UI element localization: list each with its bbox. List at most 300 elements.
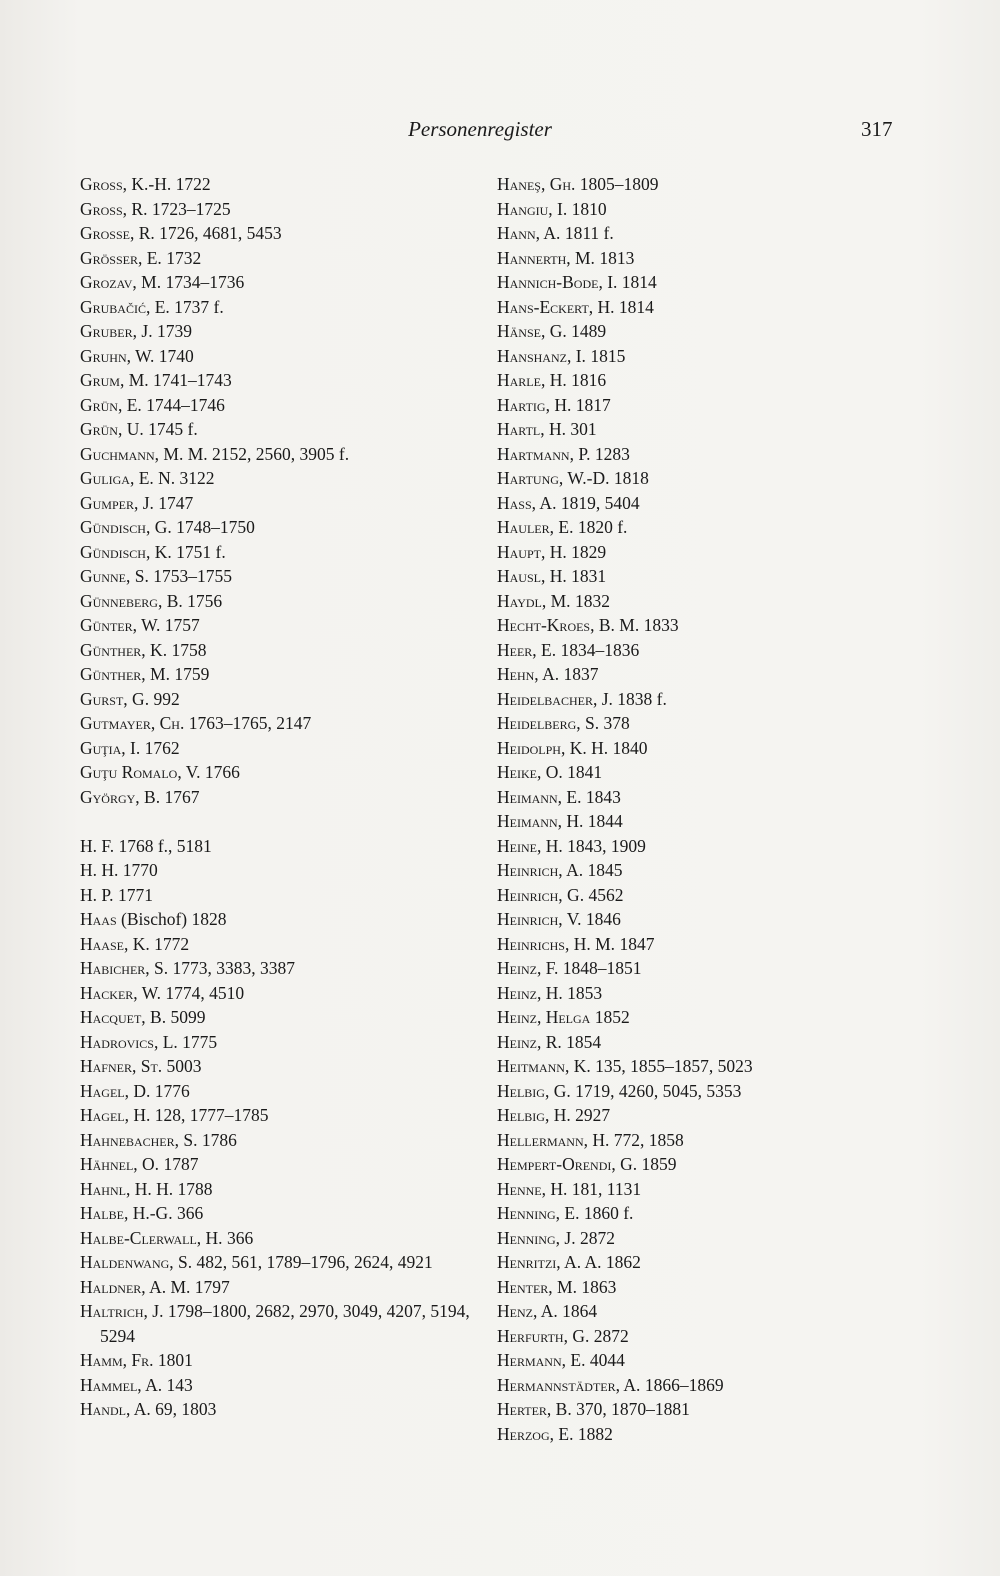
index-entry-name: Haase, K. bbox=[80, 933, 150, 954]
index-entry-name: Gurst, G. bbox=[80, 688, 150, 709]
index-entry-name: Heinz, Helga bbox=[497, 1007, 591, 1027]
index-entry bbox=[80, 368, 480, 393]
index-entry-name: Herfurth, G. bbox=[497, 1325, 590, 1346]
index-entry bbox=[80, 417, 480, 442]
index-entry-name: Henning, J. bbox=[497, 1227, 576, 1248]
index-entry bbox=[497, 442, 917, 467]
index-entry-name: Heine, H. bbox=[497, 835, 563, 856]
index-entry-refs: 1745 f. bbox=[143, 419, 198, 439]
index-entry bbox=[80, 1201, 480, 1226]
index-entry-name: Hartig, H. bbox=[497, 394, 572, 415]
index-entry-name: Haas bbox=[80, 909, 117, 929]
index-entry-refs: 1798–1800, 2682, 2970, 3049, 4207, 5194, 5294 bbox=[100, 1301, 470, 1346]
index-entry-refs: 1747 bbox=[153, 492, 194, 513]
index-entry-refs: 1860 f. bbox=[579, 1203, 634, 1223]
index-entry bbox=[497, 417, 917, 442]
index-entry-refs: 2152, 2560, 3905 f. bbox=[207, 443, 350, 464]
index-entry-name: Hagel, H. bbox=[80, 1105, 151, 1125]
index-entry bbox=[497, 638, 917, 663]
index-entry-refs: 1815 bbox=[585, 345, 626, 366]
index-entry bbox=[497, 1226, 917, 1251]
index-entry bbox=[497, 368, 917, 393]
index-entry bbox=[80, 1348, 480, 1373]
index-entry bbox=[497, 466, 917, 491]
index-entry-refs: 1732 bbox=[161, 247, 202, 268]
index-entry-refs: 1848–1851 bbox=[558, 958, 642, 978]
index-entry-refs: 1863 bbox=[576, 1276, 617, 1297]
index-entry-name: Heinz, F. bbox=[497, 958, 559, 978]
index-entry-refs: 1723–1725 bbox=[147, 198, 231, 219]
index-entry-refs: 1801 bbox=[153, 1350, 193, 1370]
index-entry-refs: 1751 f. bbox=[171, 541, 226, 562]
index-entry bbox=[80, 907, 480, 932]
index-entry-name: Heinrich, V. bbox=[497, 909, 582, 929]
index-entry bbox=[80, 442, 480, 467]
index-entry-name: Heimann, E. bbox=[497, 786, 582, 807]
index-entry-name: Heinz, R. bbox=[497, 1031, 562, 1052]
index-entry bbox=[497, 246, 917, 271]
index-entry-refs: 1829 bbox=[566, 541, 607, 562]
index-entry bbox=[497, 1054, 917, 1079]
index-entry bbox=[80, 785, 480, 810]
index-entry bbox=[497, 981, 917, 1006]
index-entry bbox=[80, 1226, 480, 1251]
index-entry bbox=[497, 662, 917, 687]
index-entry-name: Hammel, A. bbox=[80, 1374, 163, 1395]
index-entry bbox=[80, 393, 480, 418]
index-entry-name: Hahnebacher, S. bbox=[80, 1129, 198, 1150]
index-entry bbox=[80, 638, 480, 663]
running-header-title: Personenregister bbox=[408, 117, 552, 141]
index-entry bbox=[497, 1324, 917, 1349]
index-entry bbox=[497, 1103, 917, 1128]
index-entry-name: Heike, O. bbox=[497, 762, 563, 782]
index-column-left bbox=[80, 172, 480, 1422]
index-entry-name: Guţia, I. bbox=[80, 737, 141, 758]
index-entry bbox=[497, 589, 917, 614]
index-entry bbox=[80, 858, 480, 883]
index-entry-name: Hanshanz, I. bbox=[497, 345, 586, 366]
index-entry-refs: 1838 f. bbox=[612, 688, 667, 709]
index-entry-refs: 1818 bbox=[609, 468, 649, 488]
index-entry-name: Hannerth, M. bbox=[497, 247, 595, 268]
index-entry-refs: 1805–1809 bbox=[575, 174, 659, 194]
index-entry-name: Hartl, H. bbox=[497, 419, 567, 439]
index-entry-name: Hermannstädter, A. bbox=[497, 1374, 641, 1395]
index-entry-refs: 772, 1858 bbox=[609, 1129, 684, 1150]
index-entry-refs: 4044 bbox=[585, 1350, 625, 1370]
index-entry-name: Hehn, A. bbox=[497, 664, 560, 684]
index-entry bbox=[80, 981, 480, 1006]
index-entry-refs: 4562 bbox=[584, 884, 624, 905]
index-entry-name: Hausl, H. bbox=[497, 566, 567, 586]
index-entry-name: Habicher, S. bbox=[80, 958, 169, 978]
index-entry bbox=[497, 540, 917, 565]
index-entry-refs: 1772 bbox=[149, 933, 190, 954]
index-entry-name: Gruber, J. bbox=[80, 321, 153, 341]
index-entry-name: Gumper, J. bbox=[80, 492, 154, 513]
index-entry-name: H. P. bbox=[80, 884, 114, 905]
index-entry-name: Hafner, St. bbox=[80, 1056, 163, 1076]
index-entry-name: Helbig, G. bbox=[497, 1080, 571, 1101]
index-entry-name: Heinrich, A. bbox=[497, 860, 584, 880]
index-entry-name: Heinrichs, H. M. bbox=[497, 933, 616, 954]
index-entry-refs: 482, 561, 1789–1796, 2624, 4921 bbox=[192, 1252, 433, 1272]
index-entry-name: Hartmann, P. bbox=[497, 443, 591, 464]
index-entry-refs: 1831 bbox=[566, 566, 607, 586]
index-entry bbox=[497, 1397, 917, 1422]
index-entry-name: Grubačić, E. bbox=[80, 296, 170, 317]
index-entry-name: Hagel, D. bbox=[80, 1080, 151, 1101]
index-entry-name: Gross, R. bbox=[80, 198, 148, 219]
index-entry-refs: 1722 bbox=[171, 174, 211, 194]
index-entry-refs: 1854 bbox=[561, 1031, 602, 1052]
index-entry-refs: 1845 bbox=[583, 860, 623, 880]
index-entry-refs: 135, 1855–1857, 5023 bbox=[590, 1056, 753, 1076]
index-entry-refs: 1788 bbox=[173, 1178, 213, 1199]
index-entry-refs: 1767 bbox=[160, 786, 200, 807]
index-entry-refs: 128, 1777–1785 bbox=[150, 1105, 269, 1125]
index-entry-refs: 1774, 4510 bbox=[161, 982, 245, 1003]
index-entry-name: Günter, W. bbox=[80, 615, 161, 635]
index-entry-refs: 366 bbox=[222, 1227, 254, 1248]
index-entry-name: Haupt, H. bbox=[497, 541, 567, 562]
index-entry-name: Gruhn, W. bbox=[80, 345, 155, 366]
index-entry-name: Haldenwang, S. bbox=[80, 1252, 193, 1272]
index-entry bbox=[497, 270, 917, 295]
index-entry-refs: 1853 bbox=[562, 982, 603, 1003]
index-entry bbox=[497, 687, 917, 712]
index-entry-refs: 2872 bbox=[589, 1325, 629, 1346]
index-entry bbox=[497, 1373, 917, 1398]
index-entry-refs: 1768 f., 5181 bbox=[114, 835, 212, 856]
index-entry bbox=[80, 1250, 480, 1275]
index-entry bbox=[497, 1079, 917, 1104]
index-entry-refs: 1753–1755 bbox=[148, 566, 232, 586]
index-entry-name: Hempert-Orendi, G. bbox=[497, 1154, 638, 1174]
index-entry-name: Herzog, E. bbox=[497, 1423, 574, 1444]
index-entry-name: Helbig, H. bbox=[497, 1105, 571, 1125]
index-entry-refs: 1489 bbox=[566, 321, 607, 341]
index-entry bbox=[497, 221, 917, 246]
index-entry bbox=[80, 246, 480, 271]
index-entry-name: Heer, E. bbox=[497, 639, 557, 660]
index-entry bbox=[80, 1128, 480, 1153]
index-entry-refs: 1819, 5404 bbox=[556, 492, 640, 513]
index-entry-refs: 1766 bbox=[200, 762, 240, 782]
index-entry-name: Guţu Romalo, V. bbox=[80, 762, 201, 782]
index-entry-name: Günneberg, B. bbox=[80, 590, 183, 611]
index-entry-name: Grozav, M. bbox=[80, 272, 162, 292]
index-entry bbox=[497, 711, 917, 736]
index-entry-name: Gross, K.-H. bbox=[80, 174, 172, 194]
index-entry bbox=[497, 809, 917, 834]
index-entry-refs: 1757 bbox=[160, 615, 200, 635]
index-entry bbox=[80, 711, 480, 736]
index-entry bbox=[497, 564, 917, 589]
index-entry bbox=[80, 613, 480, 638]
index-entry bbox=[497, 172, 917, 197]
index-entry-name: Handl, A. bbox=[80, 1399, 151, 1419]
index-entry-refs: 1775 bbox=[177, 1031, 218, 1052]
index-entry bbox=[80, 1005, 480, 1030]
index-entry-name: Gündisch, K. bbox=[80, 541, 172, 562]
index-entry-name: Hann, A. bbox=[497, 223, 561, 243]
index-entry bbox=[497, 858, 917, 883]
index-entry-refs: 301 bbox=[566, 419, 597, 439]
index-entry-name: Grum, M. bbox=[80, 370, 149, 390]
index-entry-refs: 5003 bbox=[162, 1056, 202, 1076]
index-entry-refs: 1843 bbox=[581, 786, 621, 807]
index-entry bbox=[497, 1299, 917, 1324]
index-entry-refs: 1820 f. bbox=[573, 517, 628, 537]
index-entry-refs: 1866–1869 bbox=[640, 1374, 724, 1395]
index-entry-refs: 1833 bbox=[639, 615, 679, 635]
index-entry-name: Guchmann, M. M. bbox=[80, 443, 208, 464]
index-entry bbox=[80, 1054, 480, 1079]
index-entry-refs: 1859 bbox=[637, 1154, 677, 1174]
index-entry bbox=[497, 907, 917, 932]
index-entry-name: Hahnl, H. H. bbox=[80, 1178, 174, 1199]
index-entry-name: Gutmayer, Ch. bbox=[80, 713, 185, 733]
index-entry bbox=[497, 344, 917, 369]
index-entry-name: Henne, H. bbox=[497, 1178, 568, 1199]
index-entry-refs: 1786 bbox=[197, 1129, 237, 1150]
index-entry-name: H. F. bbox=[80, 835, 115, 856]
index-entry-refs: 1744–1746 bbox=[141, 394, 225, 415]
index-entry-refs: 1763–1765, 2147 bbox=[184, 713, 312, 733]
index-entry-refs: 1813 bbox=[594, 247, 635, 268]
index-entry-refs: 1787 bbox=[159, 1154, 199, 1174]
index-entry-refs: 181, 1131 bbox=[567, 1178, 642, 1199]
index-entry bbox=[497, 834, 917, 859]
index-entry bbox=[80, 1275, 480, 1300]
index-entry-refs: 1719, 4260, 5045, 5353 bbox=[570, 1080, 742, 1101]
index-entry-refs: 1810 bbox=[567, 198, 607, 219]
index-entry-refs: 1759 bbox=[170, 664, 210, 684]
index-entry-name: Heidelberg, S. bbox=[497, 713, 600, 733]
index-entry bbox=[497, 1128, 917, 1153]
index-entry bbox=[497, 1177, 917, 1202]
index-entry-name: Halbe, H.-G. bbox=[80, 1203, 173, 1223]
index-entry-name: Hecht-Kroes, B. M. bbox=[497, 615, 640, 635]
index-entry-name: Hadrovics, L. bbox=[80, 1031, 178, 1052]
index-entry bbox=[497, 1201, 917, 1226]
index-entry-name: Henritzi, A. A. bbox=[497, 1252, 602, 1272]
index-entry bbox=[80, 344, 480, 369]
index-entry bbox=[80, 1079, 480, 1104]
index-entry-refs: 1844 bbox=[583, 811, 623, 831]
index-entry-refs: 1740 bbox=[154, 345, 194, 366]
index-entry bbox=[497, 613, 917, 638]
index-entry bbox=[80, 1030, 480, 1055]
index-entry-name: Hauler, E. bbox=[497, 517, 574, 537]
index-entry-refs: 1864 bbox=[557, 1301, 598, 1321]
index-entry-refs: 378 bbox=[599, 713, 630, 733]
index-entry-name: Guliga, E. N. bbox=[80, 468, 176, 488]
index-entry bbox=[80, 883, 480, 908]
index-entry-name: Haltrich, J. bbox=[80, 1301, 164, 1321]
index-column-right bbox=[497, 172, 917, 1446]
index-entry-name: Hass, A. bbox=[497, 492, 557, 513]
index-entry-refs: 1797 bbox=[190, 1276, 230, 1297]
index-entry-name: Hermann, E. bbox=[497, 1350, 586, 1370]
index-entry-name: Günther, M. bbox=[80, 664, 170, 684]
index-entry-refs: 1862 bbox=[601, 1252, 641, 1272]
index-entry-name: Hänse, G. bbox=[497, 321, 567, 341]
index-entry bbox=[497, 1250, 917, 1275]
index-entry-name: Halbe-Clerwall, H. bbox=[80, 1227, 223, 1248]
index-entry-refs: 5099 bbox=[166, 1007, 206, 1027]
index-entry-refs: 1771 bbox=[113, 884, 153, 905]
index-entry-name: Hähnel, O. bbox=[80, 1154, 160, 1174]
index-entry bbox=[497, 295, 917, 320]
index-entry-name: Hans-Eckert, H. bbox=[497, 296, 615, 317]
index-entry-name: Hartung, W.-D. bbox=[497, 468, 610, 488]
page-number: 317 bbox=[861, 117, 893, 141]
index-entry bbox=[497, 736, 917, 761]
index-entry-name: Harle, H. bbox=[497, 370, 567, 390]
index-entry-name: Heidelbacher, J. bbox=[497, 688, 613, 709]
index-entry-refs: 1776 bbox=[150, 1080, 190, 1101]
index-entry-refs: 1837 bbox=[559, 664, 599, 684]
index-entry bbox=[80, 662, 480, 687]
index-entry-refs: 143 bbox=[162, 1374, 193, 1395]
index-entry bbox=[80, 295, 480, 320]
index-entry-name: Heidolph, K. H. bbox=[497, 737, 609, 758]
index-entry bbox=[80, 1152, 480, 1177]
index-entry-name: Heinz, H. bbox=[497, 982, 563, 1003]
index-entry-refs: 1840 bbox=[608, 737, 648, 758]
index-entry-refs: 69, 1803 bbox=[150, 1399, 217, 1419]
index-entry bbox=[497, 1348, 917, 1373]
index-entry-refs: 3122 bbox=[175, 468, 215, 488]
index-entry-refs: 1811 f. bbox=[560, 223, 614, 243]
index-entry bbox=[80, 1373, 480, 1398]
index-entry-refs: 1814 bbox=[614, 296, 654, 317]
index-entry bbox=[80, 172, 480, 197]
index-entry-refs: 1841 bbox=[562, 762, 603, 782]
index-entry-refs: (Bischof) 1828 bbox=[116, 909, 227, 929]
index-entry-name: Henter, M. bbox=[497, 1276, 577, 1297]
index-entry bbox=[497, 956, 917, 981]
index-entry bbox=[80, 1177, 480, 1202]
index-entry-name: Herter, B. bbox=[497, 1399, 572, 1419]
index-entry-name: Hacker, W. bbox=[80, 982, 162, 1003]
index-entry-name: Grosse, R. bbox=[80, 223, 155, 243]
index-entry bbox=[497, 515, 917, 540]
index-entry-refs: 1737 f. bbox=[169, 296, 224, 317]
index-entry-refs: 1882 bbox=[573, 1423, 613, 1444]
index-entry-refs: 1741–1743 bbox=[148, 370, 232, 390]
index-entry bbox=[80, 540, 480, 565]
index-entry-refs: 2927 bbox=[570, 1105, 611, 1125]
index-entry bbox=[80, 760, 480, 785]
index-entry bbox=[497, 1422, 917, 1447]
index-entry-refs: 1748–1750 bbox=[171, 517, 255, 537]
index-entry bbox=[80, 270, 480, 295]
index-entry-name: Gündisch, G. bbox=[80, 517, 172, 537]
index-entry-refs: 1834–1836 bbox=[556, 639, 640, 660]
index-entry bbox=[80, 319, 480, 344]
index-entry bbox=[497, 760, 917, 785]
index-entry-name: Hacquet, B. bbox=[80, 1007, 167, 1027]
index-entry bbox=[497, 319, 917, 344]
index-entry-refs: 1843, 1909 bbox=[562, 835, 646, 856]
index-entry-refs: 366 bbox=[172, 1203, 204, 1223]
index-entry-name: Grösser, E. bbox=[80, 247, 162, 268]
index-entry bbox=[497, 1005, 917, 1030]
index-entry bbox=[497, 932, 917, 957]
index-entry-name: Haneş, Gh. bbox=[497, 174, 576, 194]
index-entry-name: Gunne, S. bbox=[80, 566, 149, 586]
index-entry bbox=[80, 736, 480, 761]
index-entry-name: Günther, K. bbox=[80, 639, 168, 660]
index-entry bbox=[497, 1275, 917, 1300]
index-entry-name: Hangiu, I. bbox=[497, 198, 568, 219]
index-entry-refs: 992 bbox=[149, 688, 180, 709]
index-entry-name: György, B. bbox=[80, 786, 161, 807]
index-entry bbox=[80, 466, 480, 491]
index-entry-name: H. H. bbox=[80, 860, 119, 880]
index-entry-name: Hamm, Fr. bbox=[80, 1350, 154, 1370]
index-entry-refs: 1770 bbox=[118, 860, 158, 880]
index-entry-name: Hellermann, H. bbox=[497, 1129, 610, 1150]
index-entry bbox=[80, 1299, 480, 1348]
index-entry bbox=[80, 1397, 480, 1422]
index-entry-refs: 1814 bbox=[617, 272, 657, 292]
index-entry-refs: 1773, 3383, 3387 bbox=[168, 958, 296, 978]
index-entry bbox=[497, 785, 917, 810]
index-entry-name: Heimann, H. bbox=[497, 811, 584, 831]
index-entry-refs: 1762 bbox=[140, 737, 180, 758]
index-entry bbox=[80, 515, 480, 540]
index-entry-name: Henz, A. bbox=[497, 1301, 558, 1321]
index-entry bbox=[80, 956, 480, 981]
index-entry-refs: 1847 bbox=[615, 933, 655, 954]
index-entry-refs: 1756 bbox=[182, 590, 223, 611]
index-entry-refs: 1758 bbox=[167, 639, 207, 660]
index-entry-refs: 1816 bbox=[566, 370, 607, 390]
index-entry-name: Haydl, M. bbox=[497, 590, 571, 611]
index-entry bbox=[80, 564, 480, 589]
index-entry-refs: 1726, 4681, 5453 bbox=[154, 223, 282, 243]
index-entry-name: Henning, E. bbox=[497, 1203, 580, 1223]
index-entry bbox=[497, 197, 917, 222]
index-entry bbox=[497, 491, 917, 516]
index-entry bbox=[80, 1103, 480, 1128]
index-entry-refs: 1832 bbox=[570, 590, 610, 611]
index-entry bbox=[80, 491, 480, 516]
index-entry-refs: 1852 bbox=[590, 1007, 630, 1027]
index-entry bbox=[80, 589, 480, 614]
index-entry-name: Heitmann, K. bbox=[497, 1056, 591, 1076]
index-entry-refs: 1739 bbox=[152, 321, 192, 341]
index-entry bbox=[497, 883, 917, 908]
index-entry bbox=[497, 393, 917, 418]
index-entry-name: Heinrich, G. bbox=[497, 884, 585, 905]
index-entry bbox=[80, 687, 480, 712]
index-entry bbox=[497, 1030, 917, 1055]
index-entry-name: Haldner, A. M. bbox=[80, 1276, 191, 1297]
index-entry bbox=[80, 834, 480, 859]
index-entry-name: Grün, E. bbox=[80, 394, 142, 415]
index-entry bbox=[80, 221, 480, 246]
index-entry-refs: 1817 bbox=[571, 394, 611, 415]
index-entry-refs: 1283 bbox=[590, 443, 630, 464]
index-entry bbox=[80, 932, 480, 957]
index-entry-name: Grün, U. bbox=[80, 419, 144, 439]
